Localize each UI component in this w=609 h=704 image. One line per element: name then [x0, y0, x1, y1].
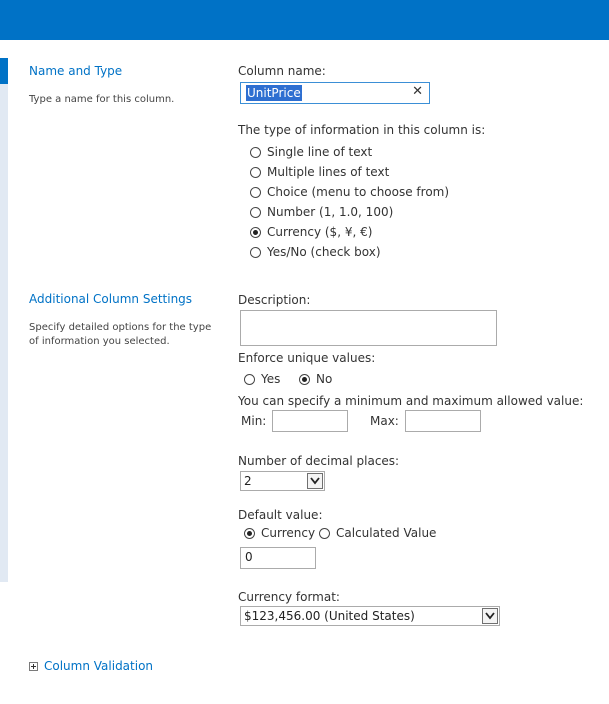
type-option-label: Multiple lines of text: [267, 165, 390, 179]
default-calculated-label: Calculated Value: [336, 526, 437, 540]
type-option-multi-line[interactable]: [250, 165, 389, 179]
min-input[interactable]: [272, 410, 348, 432]
section-desc-name-type: Type a name for this column.: [29, 94, 175, 105]
section-title-name-type: Name and Type: [29, 64, 123, 78]
default-value-label: Default value:: [238, 508, 323, 522]
section-title-additional: Additional Column Settings: [29, 292, 193, 306]
type-option-label: Yes/No (check box): [267, 245, 381, 259]
enforce-no-option[interactable]: [299, 372, 332, 386]
type-option-label: Single line of text: [267, 145, 373, 159]
radio-choice[interactable]: [250, 187, 261, 198]
radio-default-currency[interactable]: [244, 528, 255, 539]
default-calculated-option[interactable]: [319, 526, 436, 540]
chevron-down-icon[interactable]: [307, 473, 323, 489]
section-desc-additional: Specify detailed options for the type of information you selected.: [29, 322, 212, 347]
enforce-yes-option[interactable]: [244, 372, 280, 386]
radio-yes-no[interactable]: [250, 247, 261, 258]
chevron-down-icon[interactable]: [482, 608, 498, 624]
type-option-yes-no[interactable]: [250, 245, 381, 259]
radio-default-calculated[interactable]: [319, 528, 330, 539]
max-label: Max:: [370, 414, 399, 428]
radio-number[interactable]: [250, 207, 261, 218]
decimal-places-label: Number of decimal places:: [238, 454, 400, 468]
currency-format-select[interactable]: [240, 606, 500, 626]
currency-format-value: $123,456.00 (United States): [244, 609, 415, 623]
description-label: Description:: [238, 293, 311, 307]
currency-format-label: Currency format:: [238, 590, 340, 604]
default-value-input[interactable]: 0: [240, 547, 316, 569]
min-max-label: You can specify a minimum and maximum allowed value:: [238, 394, 584, 408]
radio-single-line[interactable]: [250, 147, 261, 158]
min-label: Min:: [241, 414, 267, 428]
column-name-label: Column name:: [238, 64, 326, 78]
decimal-places-value: 2: [244, 474, 252, 488]
type-option-label: Choice (menu to choose from): [267, 185, 450, 199]
type-option-label: Currency ($, ¥, €): [267, 225, 373, 239]
column-name-input[interactable]: [240, 82, 430, 104]
radio-multi-line[interactable]: [250, 167, 261, 178]
radio-enforce-yes[interactable]: [244, 374, 255, 385]
enforce-yes-label: Yes: [261, 372, 281, 386]
type-option-label: Number (1, 1.0, 100): [267, 205, 394, 219]
radio-currency[interactable]: [250, 227, 261, 238]
clear-icon[interactable]: ✕: [412, 84, 423, 99]
expand-plus-icon[interactable]: [29, 662, 38, 671]
enforce-no-label: No: [316, 372, 333, 386]
type-option-number[interactable]: [250, 205, 393, 219]
type-option-choice[interactable]: [250, 185, 449, 199]
left-rail: [0, 58, 8, 582]
type-option-currency[interactable]: [250, 225, 372, 239]
default-currency-label: Currency: [261, 526, 316, 540]
type-option-single-line[interactable]: [250, 145, 372, 159]
description-textarea[interactable]: [240, 310, 497, 346]
column-validation-label[interactable]: Column Validation: [44, 659, 154, 673]
top-banner: [0, 0, 609, 40]
column-validation-expander[interactable]: [29, 659, 153, 673]
max-input[interactable]: [405, 410, 481, 432]
left-rail-accent: [0, 58, 8, 84]
radio-enforce-no[interactable]: [299, 374, 310, 385]
column-name-value: UnitPrice: [247, 86, 301, 100]
enforce-unique-label: Enforce unique values:: [238, 351, 376, 365]
default-currency-option[interactable]: [244, 526, 315, 540]
decimal-places-select[interactable]: [240, 471, 325, 491]
type-label: The type of information in this column is:: [238, 123, 486, 137]
